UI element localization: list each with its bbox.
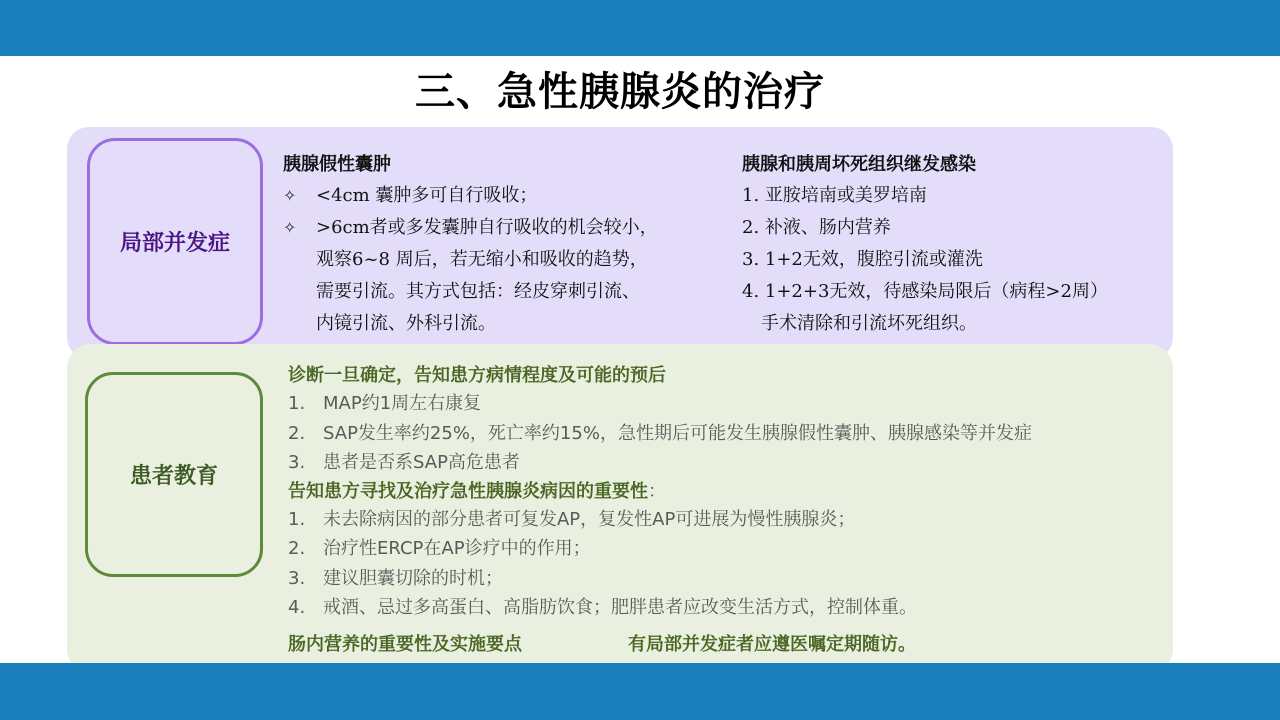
- bottom-banner: [0, 663, 1280, 720]
- etiology-heading: [288, 478, 1168, 505]
- item-text: 治疗性ERCP在AP诊疗中的作用；: [323, 538, 591, 559]
- followup-note: 有局部并发症者应遵医嘱定期随访。: [628, 634, 916, 655]
- local-complications-label: 局部并发症: [87, 138, 263, 345]
- bullet-item: [283, 212, 723, 340]
- prognosis-heading: 诊断一旦确定，告知患方病情程度及可能的预后: [288, 365, 666, 386]
- education-content: [288, 362, 1168, 623]
- list-item: [288, 534, 1168, 564]
- infection-section: [742, 150, 1162, 340]
- bullet-text: <4cm 囊肿多可自行吸收；: [316, 185, 538, 206]
- heading-colon: ：: [648, 480, 666, 502]
- list-item: [288, 448, 1168, 478]
- bullet-line: >6cm者或多发囊肿自行吸收的机会较小，: [316, 217, 658, 238]
- list-item: [288, 564, 1168, 594]
- list-item: 手术清除和引流坏死组织。: [761, 313, 977, 334]
- item-text: 未去除病因的部分患者可复发AP，复发性AP可进展为慢性胰腺炎；: [323, 508, 856, 530]
- list-item: 2. 补液、肠内营养: [742, 217, 891, 238]
- list-item: 1. 亚胺培南或美罗培南: [742, 185, 927, 206]
- item-number: 2.: [288, 538, 306, 559]
- item-number: 3.: [288, 567, 306, 589]
- infection-heading: 胰腺和胰周坏死组织继发感染: [742, 154, 976, 175]
- list-item: 4. 1+2+3无效，待感染局限后（病程>2周）: [742, 281, 1108, 302]
- list-item: [288, 419, 1168, 449]
- item-text: MAP约1周左右康复: [323, 393, 482, 414]
- etiology-heading-text: 告知患方寻找及治疗急性胰腺炎病因的重要性: [288, 480, 648, 502]
- item-number: 1.: [288, 393, 306, 414]
- top-banner: [0, 0, 1280, 56]
- list-item: [288, 593, 1168, 623]
- pseudocyst-heading: 胰腺假性囊肿: [283, 154, 391, 175]
- list-item: [288, 389, 1168, 419]
- item-text: 患者是否系SAP高危患者: [323, 452, 520, 473]
- list-item: 3. 1+2无效，腹腔引流或灌洗: [742, 249, 983, 270]
- pseudocyst-section: [283, 150, 723, 340]
- item-number: 3.: [288, 452, 306, 473]
- item-number: 1.: [288, 508, 306, 530]
- item-number: 4.: [288, 597, 306, 618]
- list-item: [288, 505, 1168, 535]
- item-text: SAP发生率约25%，死亡率约15%，急性期后可能发生胰腺假性囊肿、胰腺感染等并发症: [323, 422, 1032, 444]
- patient-education-label: 患者教育: [85, 372, 263, 577]
- item-text: 戒酒、忌过多高蛋白、高脂肪饮食；肥胖患者应改变生活方式，控制体重。: [323, 597, 917, 618]
- diamond-star-icon: ✧: [283, 218, 297, 237]
- page-title: 三、急性胰腺炎的治疗: [415, 69, 825, 115]
- bullet-line: 内镜引流、外科引流。: [316, 313, 496, 334]
- item-number: 2.: [288, 422, 306, 444]
- bullet-item: [283, 180, 723, 212]
- item-text: 建议胆囊切除的时机；: [323, 567, 503, 589]
- nutrition-note: 肠内营养的重要性及实施要点: [288, 634, 522, 655]
- bullet-line: 需要引流。其方式包括：经皮穿刺引流、: [316, 281, 640, 302]
- bullet-line: 观察6~8 周后，若无缩小和吸收的趋势，: [316, 249, 648, 270]
- diamond-star-icon: ✧: [283, 186, 297, 205]
